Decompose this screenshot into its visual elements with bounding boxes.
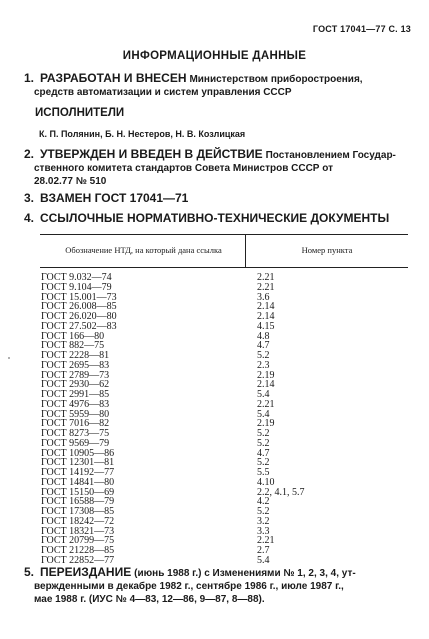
clause-number: 3.2 <box>257 515 270 527</box>
clause-number: 2.14 <box>257 301 275 313</box>
section-4-number: 4. <box>24 211 35 225</box>
section-2-heading: УТВЕРЖДЕН И ВВЕДЕН В ДЕЙСТВИЕ <box>39 147 263 161</box>
clause-number: 4.7 <box>257 447 270 459</box>
standard-designation: ГОСТ 166—80 <box>41 330 105 342</box>
section-5-text-line3: мае 1988 г. (ИУС № 4—83, 12—86, 9—87, 8—88). <box>34 594 265 605</box>
page-title: ИНФОРМАЦИОННЫЕ ДАННЫЕ <box>122 50 307 62</box>
clause-number: 2.21 <box>257 272 275 283</box>
standard-designation: ГОСТ 18242—72 <box>41 515 115 527</box>
standard-designation: ГОСТ 5959—80 <box>41 408 110 420</box>
standard-designation: ГОСТ 27.502—83 <box>41 320 117 332</box>
standard-designation: ГОСТ 9569—79 <box>41 437 110 449</box>
clause-number: 5.4 <box>257 554 270 566</box>
standard-designation: ГОСТ 2695—83 <box>41 359 110 371</box>
reference-table-header <box>40 234 408 268</box>
clause-number: 5.2 <box>257 428 270 439</box>
standard-designation: ГОСТ 14192—77 <box>41 467 115 478</box>
standard-designation: ГОСТ 21228—85 <box>41 545 115 556</box>
section-2-text-line3: 28.02.77 № 510 <box>34 176 107 187</box>
clause-number: 3.3 <box>257 525 270 537</box>
section-5-text-line1: (июнь 1988 г.) с Изменениями № 1, 2, 3, 4, ут- <box>134 568 356 579</box>
standard-designation: ГОСТ 2930—62 <box>41 379 110 391</box>
clause-number: 2.19 <box>257 369 275 381</box>
executors-heading: ИСПОЛНИТЕЛИ <box>35 107 125 119</box>
standard-designation: ГОСТ 2789—73 <box>41 369 110 381</box>
standard-designation: ГОСТ 14841—80 <box>41 476 115 488</box>
clause-number: 2.21 <box>257 281 275 293</box>
page-header: ГОСТ 17041—77 С. 13 <box>312 24 411 34</box>
section-2-text-line2: ственного комитета стандартов Совета Министров СССР от <box>34 163 333 174</box>
clause-number: 2.21 <box>257 398 275 410</box>
column-header-document: Обозначение НТД, на который дана ссылка <box>65 245 222 255</box>
standard-designation: ГОСТ 9.032—74 <box>41 272 112 283</box>
section-1 <box>24 72 413 99</box>
section-1-number: 1. <box>24 71 35 85</box>
standard-designation: ГОСТ 7016—82 <box>41 418 110 430</box>
section-4-heading: ССЫЛОЧНЫЕ НОРМАТИВНО-ТЕХНИЧЕСКИЕ ДОКУМЕНТЫ <box>39 211 390 225</box>
clause-number: 5.5 <box>257 467 270 478</box>
section-5-heading: ПЕРЕИЗДАНИЕ <box>39 565 132 579</box>
standard-designation: ГОСТ 10905—86 <box>41 447 115 459</box>
clause-number: 2.19 <box>257 418 275 430</box>
section-2 <box>24 148 413 188</box>
margin-mark <box>8 357 10 359</box>
clause-number: 5.2 <box>257 437 270 449</box>
clause-number: 2.3 <box>257 359 270 371</box>
clause-number: 3.6 <box>257 291 270 303</box>
clause-number: 2.2, 4.1, 5.7 <box>257 486 305 498</box>
clause-number: 2.14 <box>257 379 275 391</box>
standard-designation: ГОСТ 26.020—80 <box>41 311 117 322</box>
standard-designation: ГОСТ 16588—79 <box>41 496 115 508</box>
standard-designation: ГОСТ 8273—75 <box>41 428 110 439</box>
section-5-text-line2: вержденными в декабре 1982 г., сентябре 1986 г., июле 1987 г., <box>34 581 344 592</box>
clause-number: 5.4 <box>257 389 270 400</box>
section-3 <box>24 192 413 206</box>
standard-designation: ГОСТ 15.001—73 <box>41 291 117 303</box>
section-2-text-line1: Постановлением Государ- <box>265 150 396 161</box>
section-4 <box>24 212 413 226</box>
section-3-number: 3. <box>24 191 35 205</box>
section-5-number: 5. <box>24 565 35 579</box>
column-header-clause: Номер пункта <box>301 245 353 255</box>
standard-designation: ГОСТ 26.008—85 <box>41 301 117 313</box>
clause-number: 5.2 <box>257 506 270 517</box>
standard-designation: ГОСТ 9.104—79 <box>41 281 112 293</box>
section-5 <box>24 566 413 606</box>
standard-designation: ГОСТ 17308—85 <box>41 506 115 517</box>
clause-number: 5.4 <box>257 408 270 420</box>
standard-designation: ГОСТ 18321—73 <box>41 525 115 537</box>
standard-designation: ГОСТ 2991—85 <box>41 389 110 400</box>
clause-number: 2.21 <box>257 535 275 547</box>
clause-number: 4.15 <box>257 320 275 332</box>
standard-designation: ГОСТ 15150—69 <box>41 486 115 498</box>
clause-number: 4.2 <box>257 496 270 508</box>
clause-number: 4.10 <box>257 476 275 488</box>
standard-designation: ГОСТ 12301—81 <box>41 457 115 469</box>
standard-designation: ГОСТ 2228—81 <box>41 350 110 361</box>
section-1-heading: РАЗРАБОТАН И ВНЕСЕН <box>39 71 187 85</box>
standard-designation: ГОСТ 4976—83 <box>41 398 110 410</box>
clause-number: 5.2 <box>257 350 270 361</box>
standard-designation: ГОСТ 22852—77 <box>41 554 115 566</box>
clause-number: 2.14 <box>257 311 275 322</box>
section-3-heading: ВЗАМЕН ГОСТ 17041—71 <box>39 191 189 205</box>
executors-names: К. П. Полянин, Б. Н. Нестеров, Н. В. Козлицкая <box>39 129 246 139</box>
standard-designation: ГОСТ 882—75 <box>41 340 105 352</box>
clause-number: 4.7 <box>257 340 270 352</box>
standard-designation: ГОСТ 20799—75 <box>41 535 115 547</box>
clause-number: 4.8 <box>257 330 270 342</box>
clause-number: 2.7 <box>257 545 270 556</box>
clause-number: 5.2 <box>257 457 270 469</box>
section-2-number: 2. <box>24 147 35 161</box>
section-1-text-line1: Министерством приборостроения, <box>189 74 363 85</box>
section-1-text-line2: средств автоматизации и систем управления СССР <box>34 87 292 98</box>
